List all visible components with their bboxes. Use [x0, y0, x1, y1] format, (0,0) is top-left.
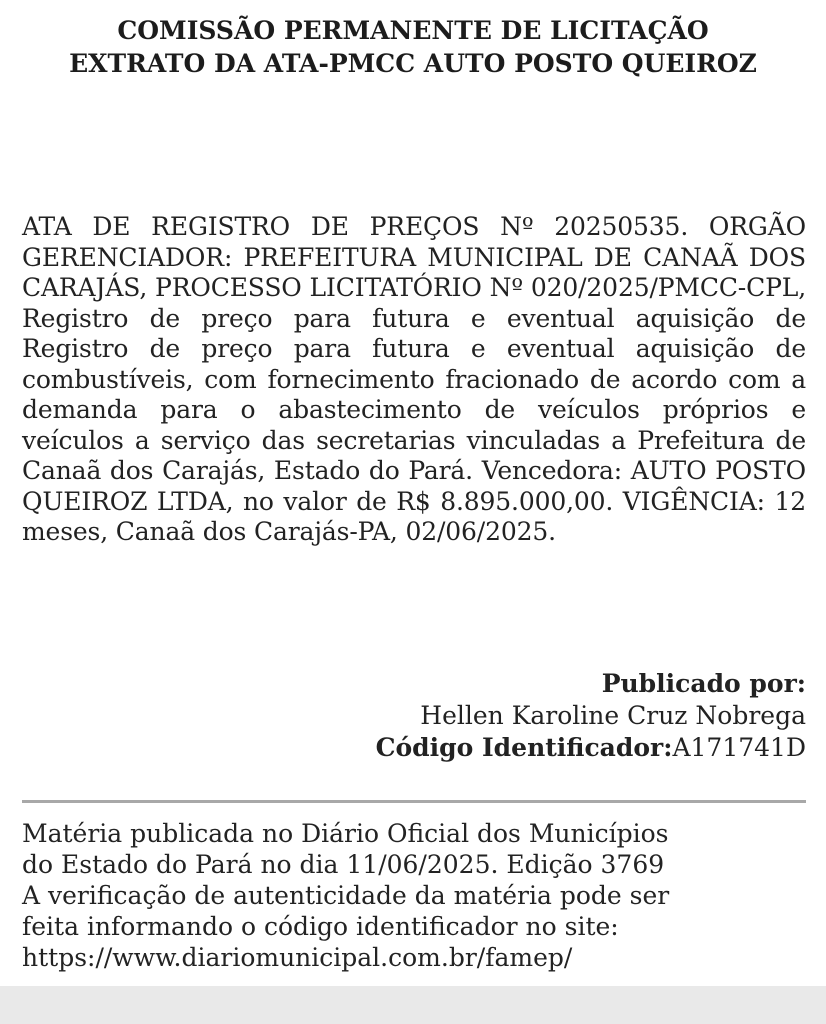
identifier-code-row — [376, 732, 806, 764]
header-subtitle: EXTRATO DA ATA-PMCC AUTO POSTO QUEIROZ — [69, 49, 757, 78]
footer-line-3: A verificação de autenticidade da matéria pode ser — [22, 881, 670, 910]
identifier-code-label: Código Identificador: — [375, 733, 673, 762]
header-title: COMISSÃO PERMANENTE DE LICITAÇÃO — [117, 16, 709, 45]
section-divider — [22, 800, 806, 803]
publication-info — [376, 668, 806, 764]
publisher-name: Hellen Karoline Cruz Nobrega — [420, 701, 806, 730]
verification-url[interactable]: https://www.diariomunicipal.com.br/famep/ — [22, 943, 573, 972]
identifier-code-value: A171741D — [672, 733, 806, 762]
footer-line-1: Matéria publicada no Diário Oficial dos Municípios — [22, 819, 669, 848]
footer-notice — [22, 818, 812, 973]
footer-line-4: feita informando o código identificador no site: — [22, 912, 619, 941]
bottom-bar — [0, 986, 826, 1024]
document-header — [0, 14, 826, 80]
footer-line-2: do Estado do Pará no dia 11/06/2025. Edição 3769 — [22, 850, 665, 879]
extract-body-text: ATA DE REGISTRO DE PREÇOS Nº 20250535. ORGÃO GERENCIADOR: PREFEITURA MUNICIPAL DE CANAÃ DOS CARAJÁS, PROCESSO LICITATÓRIO Nº 020/2025/PMCC-CPL, Registro de preço para futura e eventual aquisição de Registro de preço para futura e eventual aquisição de combustíveis, com fornecimento fracionado de acordo com a demanda para o abastecimento de veículos próprios e veículos a serviço das secretarias vinculadas a Prefeitura de Canaã dos Carajás, Estado do Pará. Vencedora: AUTO POSTO QUEIROZ LTDA, no valor de R$ 8.895.000,00. VIGÊNCIA: 12 meses, Canaã dos Carajás-PA, 02/06/2025. — [22, 212, 806, 546]
published-by-label: Publicado por: — [601, 669, 806, 698]
